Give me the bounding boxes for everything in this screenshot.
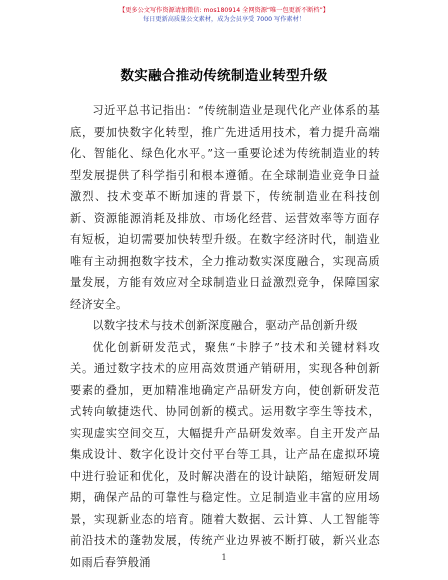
page-number: 1 — [221, 553, 227, 562]
paragraph-intro: 习近平总书记指出：“传统制造业是现代化产业体系的基底，要加快数字化转型，推广先进适用技术，着力提升高端化、智能化、绿色化水平。”这一重要论述为传统制造业的转型发展提供了科学指引和根本遵循。在全球制造业竞争日益激烈、技术变革不断加速的背景下，传统制造业在科技创新、资源能源消耗及排放、市场化经营、运营效率等方面存有短板，迫切需要加快转型升级。在数字经济时代，制造业唯有主动拥抱数字技术，全力推动数实深度融合，实现高质量发展，方能有效应对全球制造业日益激烈竞争，保障国家经济安全。 — [70, 104, 380, 311]
document-body — [70, 100, 380, 573]
promo-banner-line-2: 每日更新高质量公文素材，成为会员享受 7000 写作素材！ — [143, 16, 305, 23]
paragraph-innovation: 优化创新研发范式，聚焦“卡脖子”技术和关键材料攻关。通过数字技术的应用高效贯通产销研用，实现各种创新要素的叠加，更加精准地确定产品研发方向，使创新研发范式转向敏捷迭代、协同创新的模式。运用数字孪生等技术，实现虚实空间交互，大幅提升产品研发效率。自主开发产品集成设计、数字化设计交付平台等工具，让产品在虚拟环境中进行验证和优化，及时解决潜在的设计缺陷，缩短研发周期，确保产品的可靠性与稳定性。立足制造业丰富的应用场景，实现新业态的培育。随着大数据、云计算、人工智能等前沿技术的蓬勃发展，传统产业边界被不断打破，新兴业态如雨后春笋般涌 — [70, 340, 380, 569]
section-heading: 以数字技术与技术创新深度融合，驱动产品创新升级 — [92, 319, 358, 332]
promo-banner — [0, 6, 448, 24]
promo-banner-line-1: 【更多公文写作资源请加微信: mos180914 全网资源“唯一包更新不断档”】 — [119, 7, 329, 14]
document-title: 数实融合推动传统制造业转型升级 — [120, 68, 328, 84]
